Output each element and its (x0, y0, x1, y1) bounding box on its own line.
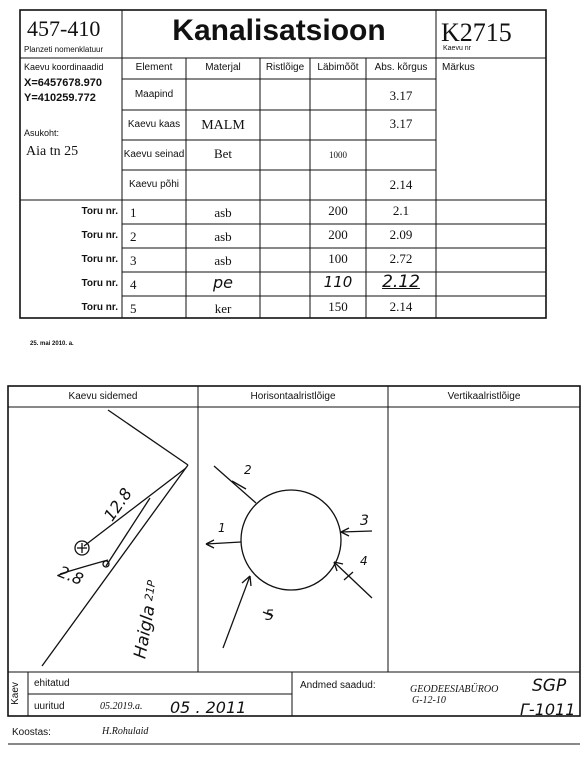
row-material: MALM (201, 118, 245, 133)
pipe-diameter-handwritten: 110 (323, 273, 353, 291)
pipe-row-label: Toru nr. (81, 254, 118, 265)
pipe-mark-4: 4 (360, 554, 368, 568)
row-elevation: 3.17 (389, 88, 413, 103)
pipe-material: asb (214, 229, 232, 244)
well-number: K2715 (441, 18, 512, 47)
pipe-mark-1: 1 (218, 521, 226, 535)
col-header-element: Element (135, 62, 173, 73)
pipe-material: ker (214, 301, 232, 316)
sheet-caption: Planzeti nomenklatuur (24, 45, 104, 54)
row-element-label: Kaevu kaas (127, 119, 181, 130)
pipe-number: 4 (130, 277, 137, 292)
pipe-number: 5 (130, 301, 137, 316)
col-header-horizontal: Horisontaalristlõige (250, 391, 336, 402)
coord-x: X=6457678.970 (24, 77, 102, 89)
verified-label: uuritud (34, 701, 65, 712)
pipe-number: 1 (130, 205, 137, 220)
sheet-number: 457-410 (27, 16, 101, 41)
source-code: G-12-10 (412, 695, 446, 706)
horizontal-section (206, 466, 372, 648)
pipe-material: asb (214, 253, 232, 268)
location-address: Aia tn 25 (26, 144, 79, 159)
pipe-mark-5: 5 (265, 608, 274, 624)
pipe-diameter: 200 (328, 227, 348, 242)
col-header-elevation: Abs. kõrgus (374, 62, 428, 73)
built-label: ehitatud (34, 678, 70, 689)
pipe-number: 2 (130, 229, 137, 244)
pipe-elevation: 2.14 (389, 299, 413, 314)
col-header-remark: Märkus (442, 62, 475, 73)
pipe-diameter: 200 (328, 203, 348, 218)
ties-sketch (42, 410, 188, 666)
source-label: Andmed saadud: (300, 680, 376, 691)
col-header-material: Materjal (205, 62, 241, 73)
verified-date-handwritten: 05 . 2011 (170, 698, 247, 717)
pipe-row-label: Toru nr. (81, 278, 118, 289)
pipe-diameter: 100 (328, 251, 348, 266)
col-header-cross-section: Ristlõige (265, 62, 305, 73)
stamp-code: SGP (532, 676, 567, 696)
date-note: 25. mai 2010. a. (30, 341, 74, 347)
pipe-elevation-handwritten: 2.12 (382, 272, 420, 292)
tie-distance-a: 12.8 (99, 484, 136, 525)
row-element-label: Kaevu seinad (123, 149, 185, 160)
col-header-vertical: Vertikaalristlõige (447, 391, 521, 402)
verified-date: 05.2019.a. (100, 701, 143, 712)
pipe-diameter: 150 (328, 299, 348, 314)
row-element-label: Maapind (134, 89, 174, 100)
pipe-elevation: 2.72 (389, 251, 413, 266)
pipe-number: 3 (130, 253, 137, 268)
pipe-row-label: Toru nr. (81, 206, 118, 217)
stamp-number: Г-1011 (520, 700, 576, 719)
coord-y: Y=410259.772 (24, 92, 96, 104)
coords-caption: Kaevu koordinaadid (24, 62, 104, 72)
pipe-mark-3: 3 (360, 513, 369, 529)
row-elevation: 2.14 (389, 177, 413, 192)
pipe-material-handwritten: pe (213, 273, 233, 292)
author-label: Koostas: (12, 727, 51, 738)
well-side-label: Kaev (9, 682, 21, 705)
well-caption: Kaevu nr (443, 45, 472, 52)
col-header-ties: Kaevu sidemed (68, 391, 138, 402)
pipe-elevation: 2.09 (389, 227, 413, 242)
location-caption: Asukoht: (24, 128, 60, 138)
author-name: H.Rohulaid (102, 726, 149, 737)
col-header-diameter: Läbimõõt (317, 62, 359, 73)
pipe-mark-2: 2 (244, 463, 252, 477)
source-organization: GEODEESIABÜROO (410, 684, 499, 695)
pipe-material: asb (214, 205, 232, 220)
pipe-elevation: 2.1 (392, 203, 410, 218)
row-element-label: Kaevu põhi (128, 179, 180, 190)
row-diameter: 1000 (329, 150, 347, 160)
tie-building-number: 21P (142, 579, 159, 602)
pipe-row-label: Toru nr. (81, 230, 118, 241)
row-material: Bet (213, 146, 233, 161)
pipe-row-label: Toru nr. (81, 302, 118, 313)
tie-distance-b: 2.8 (55, 561, 87, 590)
page-title: Kanalisatsioon (172, 14, 386, 47)
row-elevation: 3.17 (389, 116, 413, 131)
tie-street-name: Haigla (130, 603, 160, 661)
